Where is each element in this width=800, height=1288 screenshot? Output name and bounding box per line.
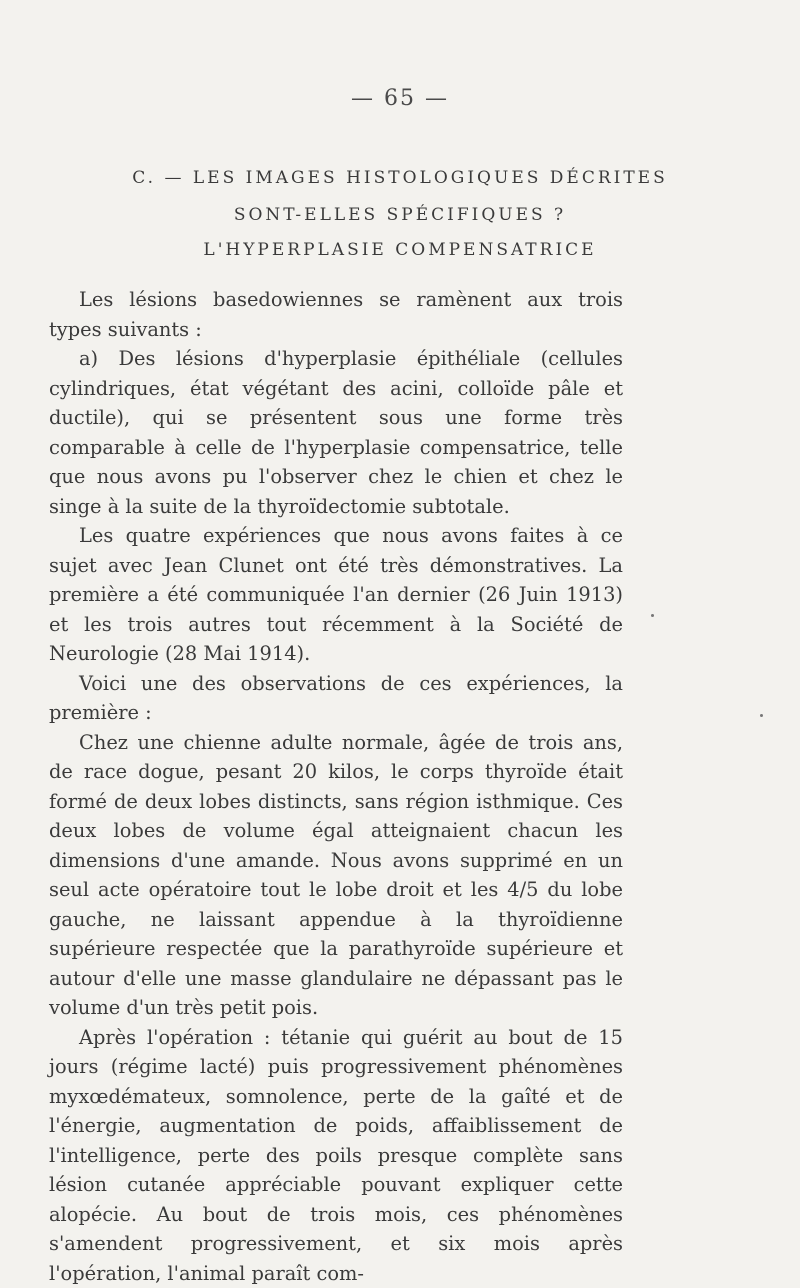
paragraph: Les quatre expériences que nous avons faites à ce sujet avec Jean Clunet ont été très démonstratives. La première a été communiquée l'an dernier (26 Juin 1913) et les trois autres tout récemment à la Société de Neurologie (28 Mai 1914). (49, 521, 623, 669)
body-text (49, 285, 623, 1288)
paper-speck (651, 614, 654, 617)
section-heading-line-2: SONT-ELLES SPÉCIFIQUES ? (0, 205, 800, 225)
paragraph: a) Des lésions d'hyperplasie épithéliale (cellules cylindriques, état végétant des acini, colloïde pâle et ductile), qui se présentent sous une forme très comparable à celle de l'hyperplasie compensatrice, telle que nous avons pu l'observer chez le chien et chez le singe à la suite de la thyroïdectomie subtotale. (49, 344, 623, 521)
paper-speck (760, 714, 763, 717)
paragraph: Chez une chienne adulte normale, âgée de trois ans, de race dogue, pesant 20 kilos, le corps thyroïde était formé de deux lobes distincts, sans région isthmique. Ces deux lobes de volume égal atteignaient chacun les dimensions d'une amande. Nous avons supprimé en un seul acte opératoire tout le lobe droit et les 4/5 du lobe gauche, ne laissant appendue à la thyroïdienne supérieure respectée que la parathyroïde supérieure et autour d'elle une masse glandulaire ne dépassant pas le volume d'un très petit pois. (49, 728, 623, 1023)
paragraph: Voici une des observations de ces expériences, la première : (49, 669, 623, 728)
section-heading-line-1: C. — LES IMAGES HISTOLOGIQUES DÉCRITES (0, 168, 800, 188)
paragraph: Les lésions basedowiennes se ramènent aux trois types suivants : (49, 285, 623, 344)
section-heading-line-3: L'HYPERPLASIE COMPENSATRICE (0, 240, 800, 260)
paragraph: Après l'opération : tétanie qui guérit au bout de 15 jours (régime lacté) puis progressivement phénomènes myxœdémateux, somnolence, perte de la gaîté et de l'énergie, augmentation de poids, affaiblissement de l'intelligence, perte des poils presque complète sans lésion cutanée appréciable pouvant expliquer cette alopécie. Au bout de trois mois, ces phénomènes s'amendent progressivement, et six mois après l'opération, l'animal paraît com- (49, 1023, 623, 1288)
page-number: — 65 — (0, 86, 800, 111)
